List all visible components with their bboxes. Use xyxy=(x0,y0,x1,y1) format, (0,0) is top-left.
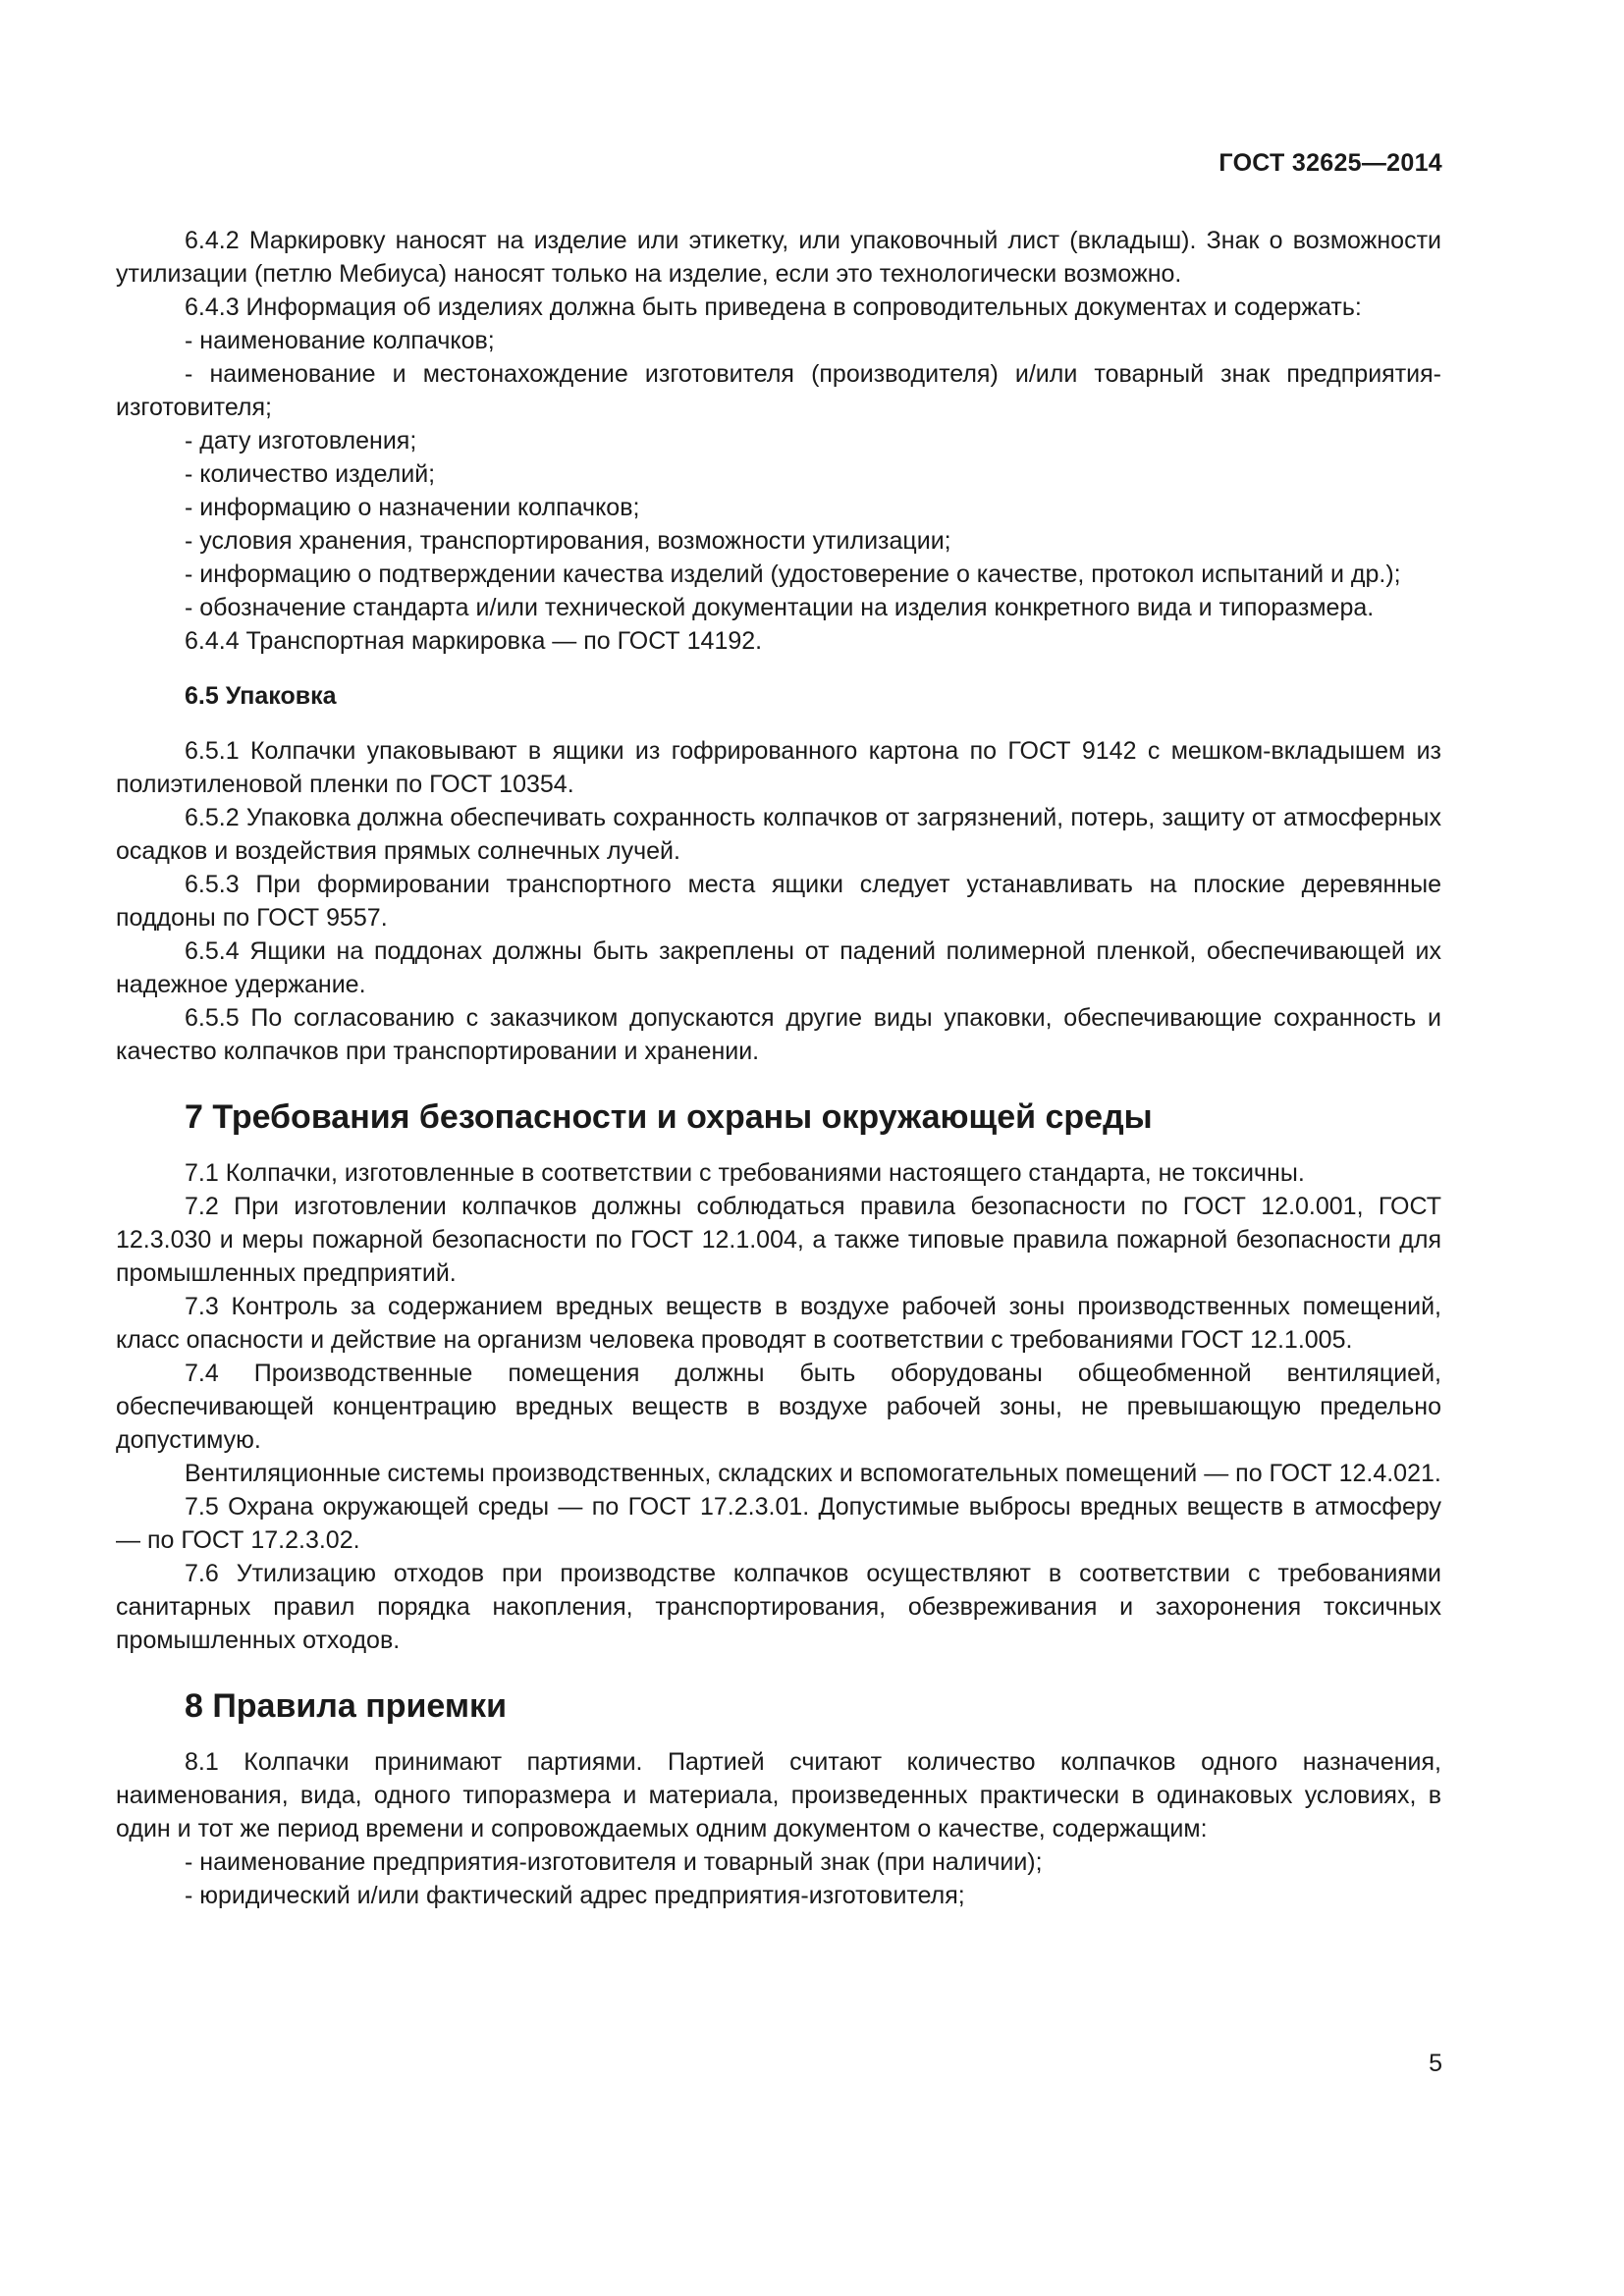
paragraph: 7.4 Производственные помещения должны быть оборудованы общеобменной вентиляцией, обеспечивающей концентрацию вредных веществ в воздухе рабочей зоны, не превышающую предельно допустимую. xyxy=(116,1360,1441,1454)
list-item: - дату изготовления; xyxy=(185,427,417,454)
paragraph: 6.5.1 Колпачки упаковывают в ящики из гофрированного картона по ГОСТ 9142 с мешком-вкладышем из полиэтиленовой пленки по ГОСТ 10354. xyxy=(116,737,1441,798)
paragraph: 7.2 При изготовлении колпачков должны соблюдаться правила безопасности по ГОСТ 12.0.001, ГОСТ 12.3.030 и меры пожарной безопасности по ГОСТ 12.1.004, а также типовые правила пожарной безопасности для промышленных предприятий. xyxy=(116,1193,1441,1287)
paragraph: 7.6 Утилизацию отходов при производстве колпачков осуществляют в соответствии с требованиями санитарных правил порядка накопления, транспортирования, обезвреживания и захоронения токсичных промышленных отходов. xyxy=(116,1560,1441,1654)
list-item: - юридический и/или фактический адрес предприятия-изготовителя; xyxy=(185,1882,965,1909)
page-number: 5 xyxy=(1429,2050,1442,2077)
subsection-heading: 6.5 Упаковка xyxy=(185,682,337,710)
paragraph: 7.3 Контроль за содержанием вредных веществ в воздухе рабочей зоны производственных помещений, класс опасности и действие на организм человека проводят в соответствии с требованиями ГОСТ 12.1.005. xyxy=(116,1293,1441,1354)
section-heading: 7 Требования безопасности и охраны окружающей среды xyxy=(185,1098,1153,1136)
paragraph: 6.5.5 По согласованию с заказчиком допускаются другие виды упаковки, обеспечивающие сохранность и качество колпачков при транспортировании и хранении. xyxy=(116,1004,1441,1065)
list-item: - наименование и местонахождение изготовителя (производителя) и/или товарный знак предприятия-изготовителя; xyxy=(116,360,1441,421)
document-code-header: ГОСТ 32625—2014 xyxy=(1218,149,1442,177)
paragraph: 7.1 Колпачки, изготовленные в соответствии с требованиями настоящего стандарта, не токсичны. xyxy=(185,1159,1305,1187)
list-item: - обозначение стандарта и/или технической документации на изделия конкретного вида и типоразмера. xyxy=(185,594,1375,621)
list-item: - количество изделий; xyxy=(185,460,436,488)
document-body xyxy=(116,224,1441,1912)
paragraph: 6.4.4 Транспортная маркировка — по ГОСТ 14192. xyxy=(185,627,763,655)
paragraph: 8.1 Колпачки принимают партиями. Партией считают количество колпачков одного назначения, наименования, вида, одного типоразмера и материала, произведенных практически в одинаковых условиях, в один и тот же период времени и сопровождаемых одним документом о качестве, содержащим: xyxy=(116,1748,1441,1842)
section-heading: 8 Правила приемки xyxy=(185,1687,507,1725)
paragraph: Вентиляционные системы производственных, складских и вспомогательных помещений — по ГОСТ 12.4.021. xyxy=(185,1460,1441,1487)
list-item: - условия хранения, транспортирования, возможности утилизации; xyxy=(185,527,951,555)
paragraph: 6.4.2 Маркировку наносят на изделие или этикетку, или упаковочный лист (вкладыш). Знак о возможности утилизации (петлю Мебиуса) наносят только на изделие, если это технологически возможно. xyxy=(116,227,1441,288)
paragraph: 6.4.3 Информация об изделиях должна быть приведена в сопроводительных документах и содержать: xyxy=(185,294,1362,321)
list-item: - наименование колпачков; xyxy=(185,327,495,354)
list-item: - информацию о назначении колпачков; xyxy=(185,494,640,521)
paragraph: 6.5.4 Ящики на поддонах должны быть закреплены от падений полимерной пленкой, обеспечивающей их надежное удержание. xyxy=(116,937,1441,998)
paragraph: 7.5 Охрана окружающей среды — по ГОСТ 17.2.3.01. Допустимые выбросы вредных веществ в атмосферу — по ГОСТ 17.2.3.02. xyxy=(116,1493,1441,1554)
paragraph: 6.5.2 Упаковка должна обеспечивать сохранность колпачков от загрязнений, потерь, защиту от атмосферных осадков и воздействия прямых солнечных лучей. xyxy=(116,804,1441,865)
list-item: - наименование предприятия-изготовителя и товарный знак (при наличии); xyxy=(185,1848,1043,1876)
paragraph: 6.5.3 При формировании транспортного места ящики следует устанавливать на плоские деревянные поддоны по ГОСТ 9557. xyxy=(116,871,1441,932)
list-item: - информацию о подтверждении качества изделий (удостоверение о качестве, протокол испытаний и др.); xyxy=(185,561,1401,588)
